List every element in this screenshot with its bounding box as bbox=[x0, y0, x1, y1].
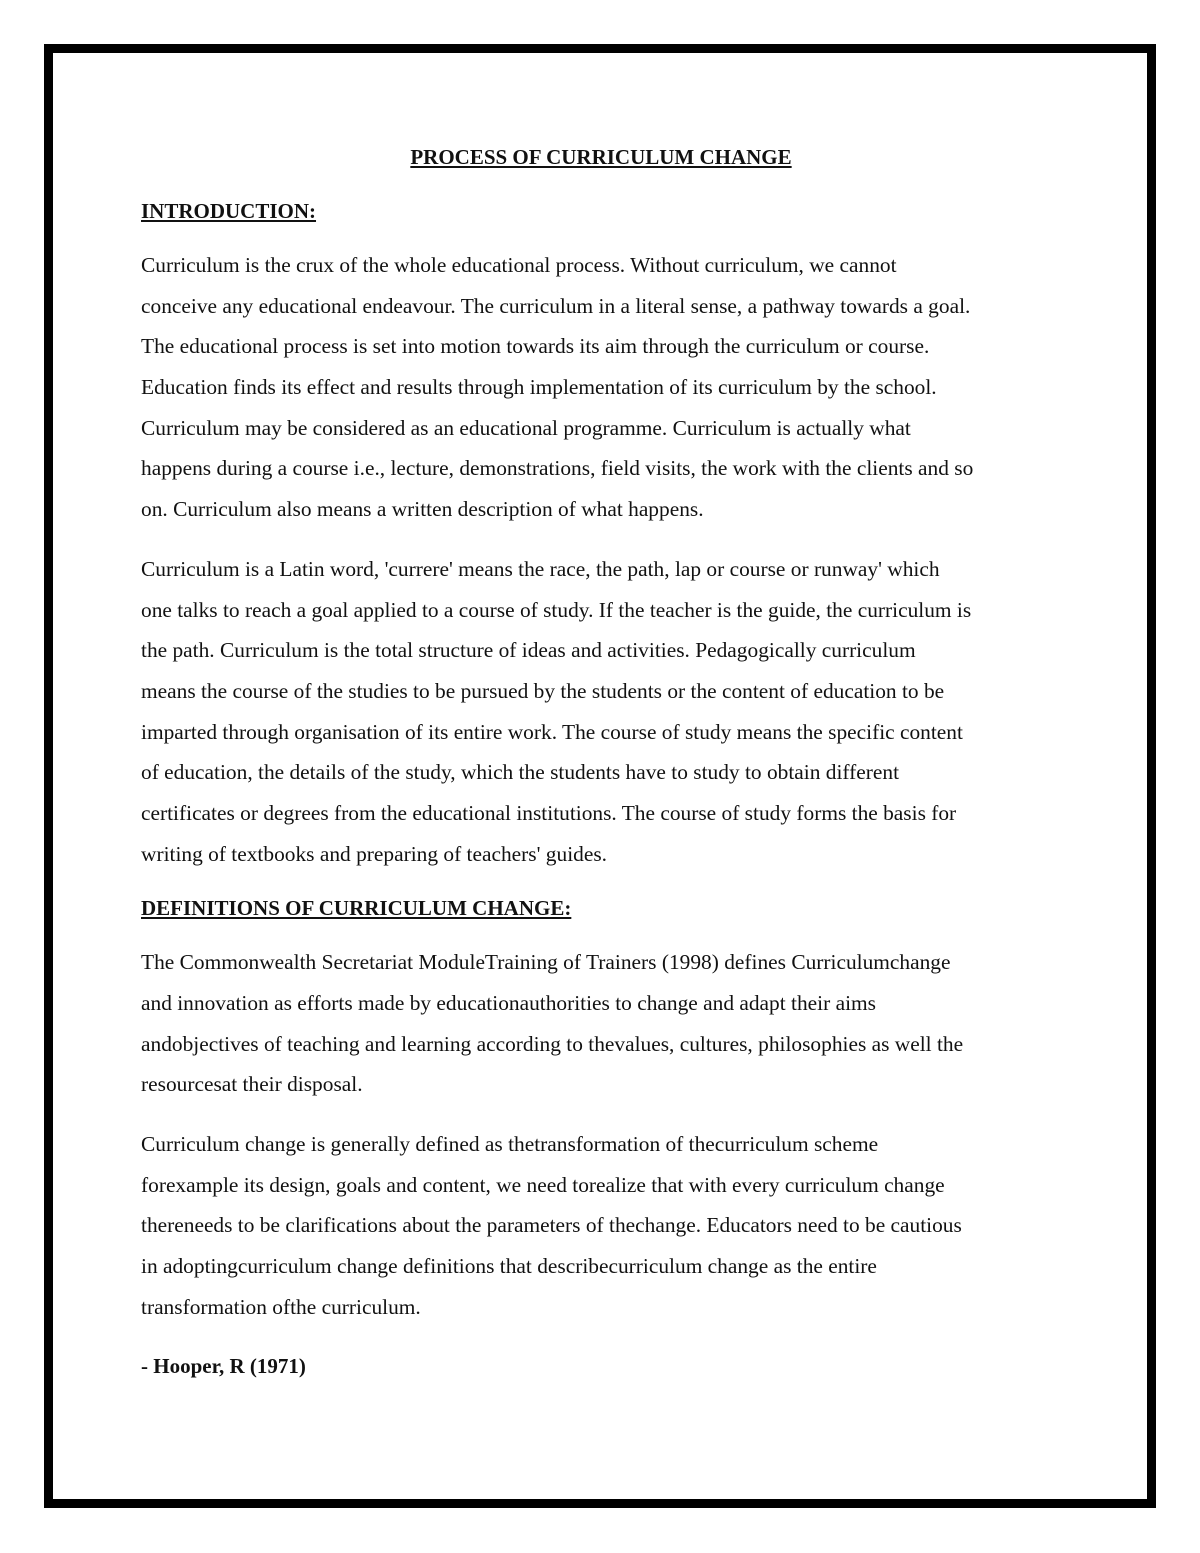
text-line: happens during a course i.e., lecture, demonstrations, field visits, the work with the clients and so bbox=[141, 456, 974, 481]
text-line: in adoptingcurriculum change definitions that describecurriculum change as the entire bbox=[141, 1254, 877, 1279]
text-line: The Commonwealth Secretariat ModuleTraining of Trainers (1998) defines Curriculumchange bbox=[141, 950, 951, 975]
text-line: imparted through organisation of its entire work. The course of study means the specific content bbox=[141, 719, 963, 744]
introduction-paragraph-2 bbox=[141, 549, 1061, 875]
text-line: conceive any educational endeavour. The curriculum in a literal sense, a pathway towards a goal. bbox=[141, 293, 971, 318]
text-line: Curriculum is the crux of the whole educational process. Without curriculum, we cannot bbox=[141, 253, 897, 277]
introduction-paragraph-1 bbox=[141, 245, 1061, 530]
text-line: Curriculum is a Latin word, 'currere' means the race, the path, lap or course or runway' which bbox=[141, 556, 940, 581]
document-body bbox=[141, 140, 1061, 1383]
text-line: Curriculum may be considered as an educational programme. Curriculum is actually what bbox=[141, 415, 911, 440]
text-line: certificates or degrees from the educational institutions. The course of study forms the basis for bbox=[141, 800, 957, 825]
text-line: the path. Curriculum is the total structure of ideas and activities. Pedagogically curriculum bbox=[141, 638, 916, 663]
text-line: Curriculum change is generally defined as thetransformation of thecurriculum scheme bbox=[141, 1132, 879, 1157]
page-title: PROCESS OF CURRICULUM CHANGE bbox=[410, 145, 792, 169]
text-line: resourcesat their disposal. bbox=[141, 1072, 363, 1097]
text-line: andobjectives of teaching and learning according to thevalues, cultures, philosophies as well the bbox=[141, 1031, 964, 1056]
text-line: thereneeds to be clarifications about the parameters of thechange. Educators need to be cautious bbox=[141, 1213, 962, 1238]
text-line: writing of textbooks and preparing of teachers' guides. bbox=[141, 841, 607, 866]
definitions-paragraph-2 bbox=[141, 1124, 1061, 1327]
introduction-heading: INTRODUCTION: bbox=[141, 199, 317, 223]
definitions-heading: DEFINITIONS OF CURRICULUM CHANGE: bbox=[141, 896, 572, 921]
text-line: transformation ofthe curriculum. bbox=[141, 1294, 421, 1319]
text-line: Education finds its effect and results through implementation of its curriculum by the school. bbox=[141, 375, 937, 400]
text-line: one talks to reach a goal applied to a course of study. If the teacher is the guide, the curriculum is bbox=[141, 597, 972, 622]
text-line: and innovation as efforts made by educationauthorities to change and adapt their aims bbox=[141, 991, 876, 1015]
text-line: on. Curriculum also means a written description of what happens. bbox=[141, 497, 704, 522]
text-line: The educational process is set into motion towards its aim through the curriculum or course. bbox=[141, 334, 930, 359]
text-line: forexample its design, goals and content, we need torealize that with every curriculum change bbox=[141, 1172, 945, 1197]
definitions-paragraph-1 bbox=[141, 942, 1061, 1105]
text-line: of education, the details of the study, which the students have to study to obtain different bbox=[141, 760, 900, 785]
citation-attribution: - Hooper, R (1971) bbox=[141, 1353, 306, 1378]
text-line: means the course of the studies to be pursued by the students or the content of education to be bbox=[141, 678, 945, 703]
